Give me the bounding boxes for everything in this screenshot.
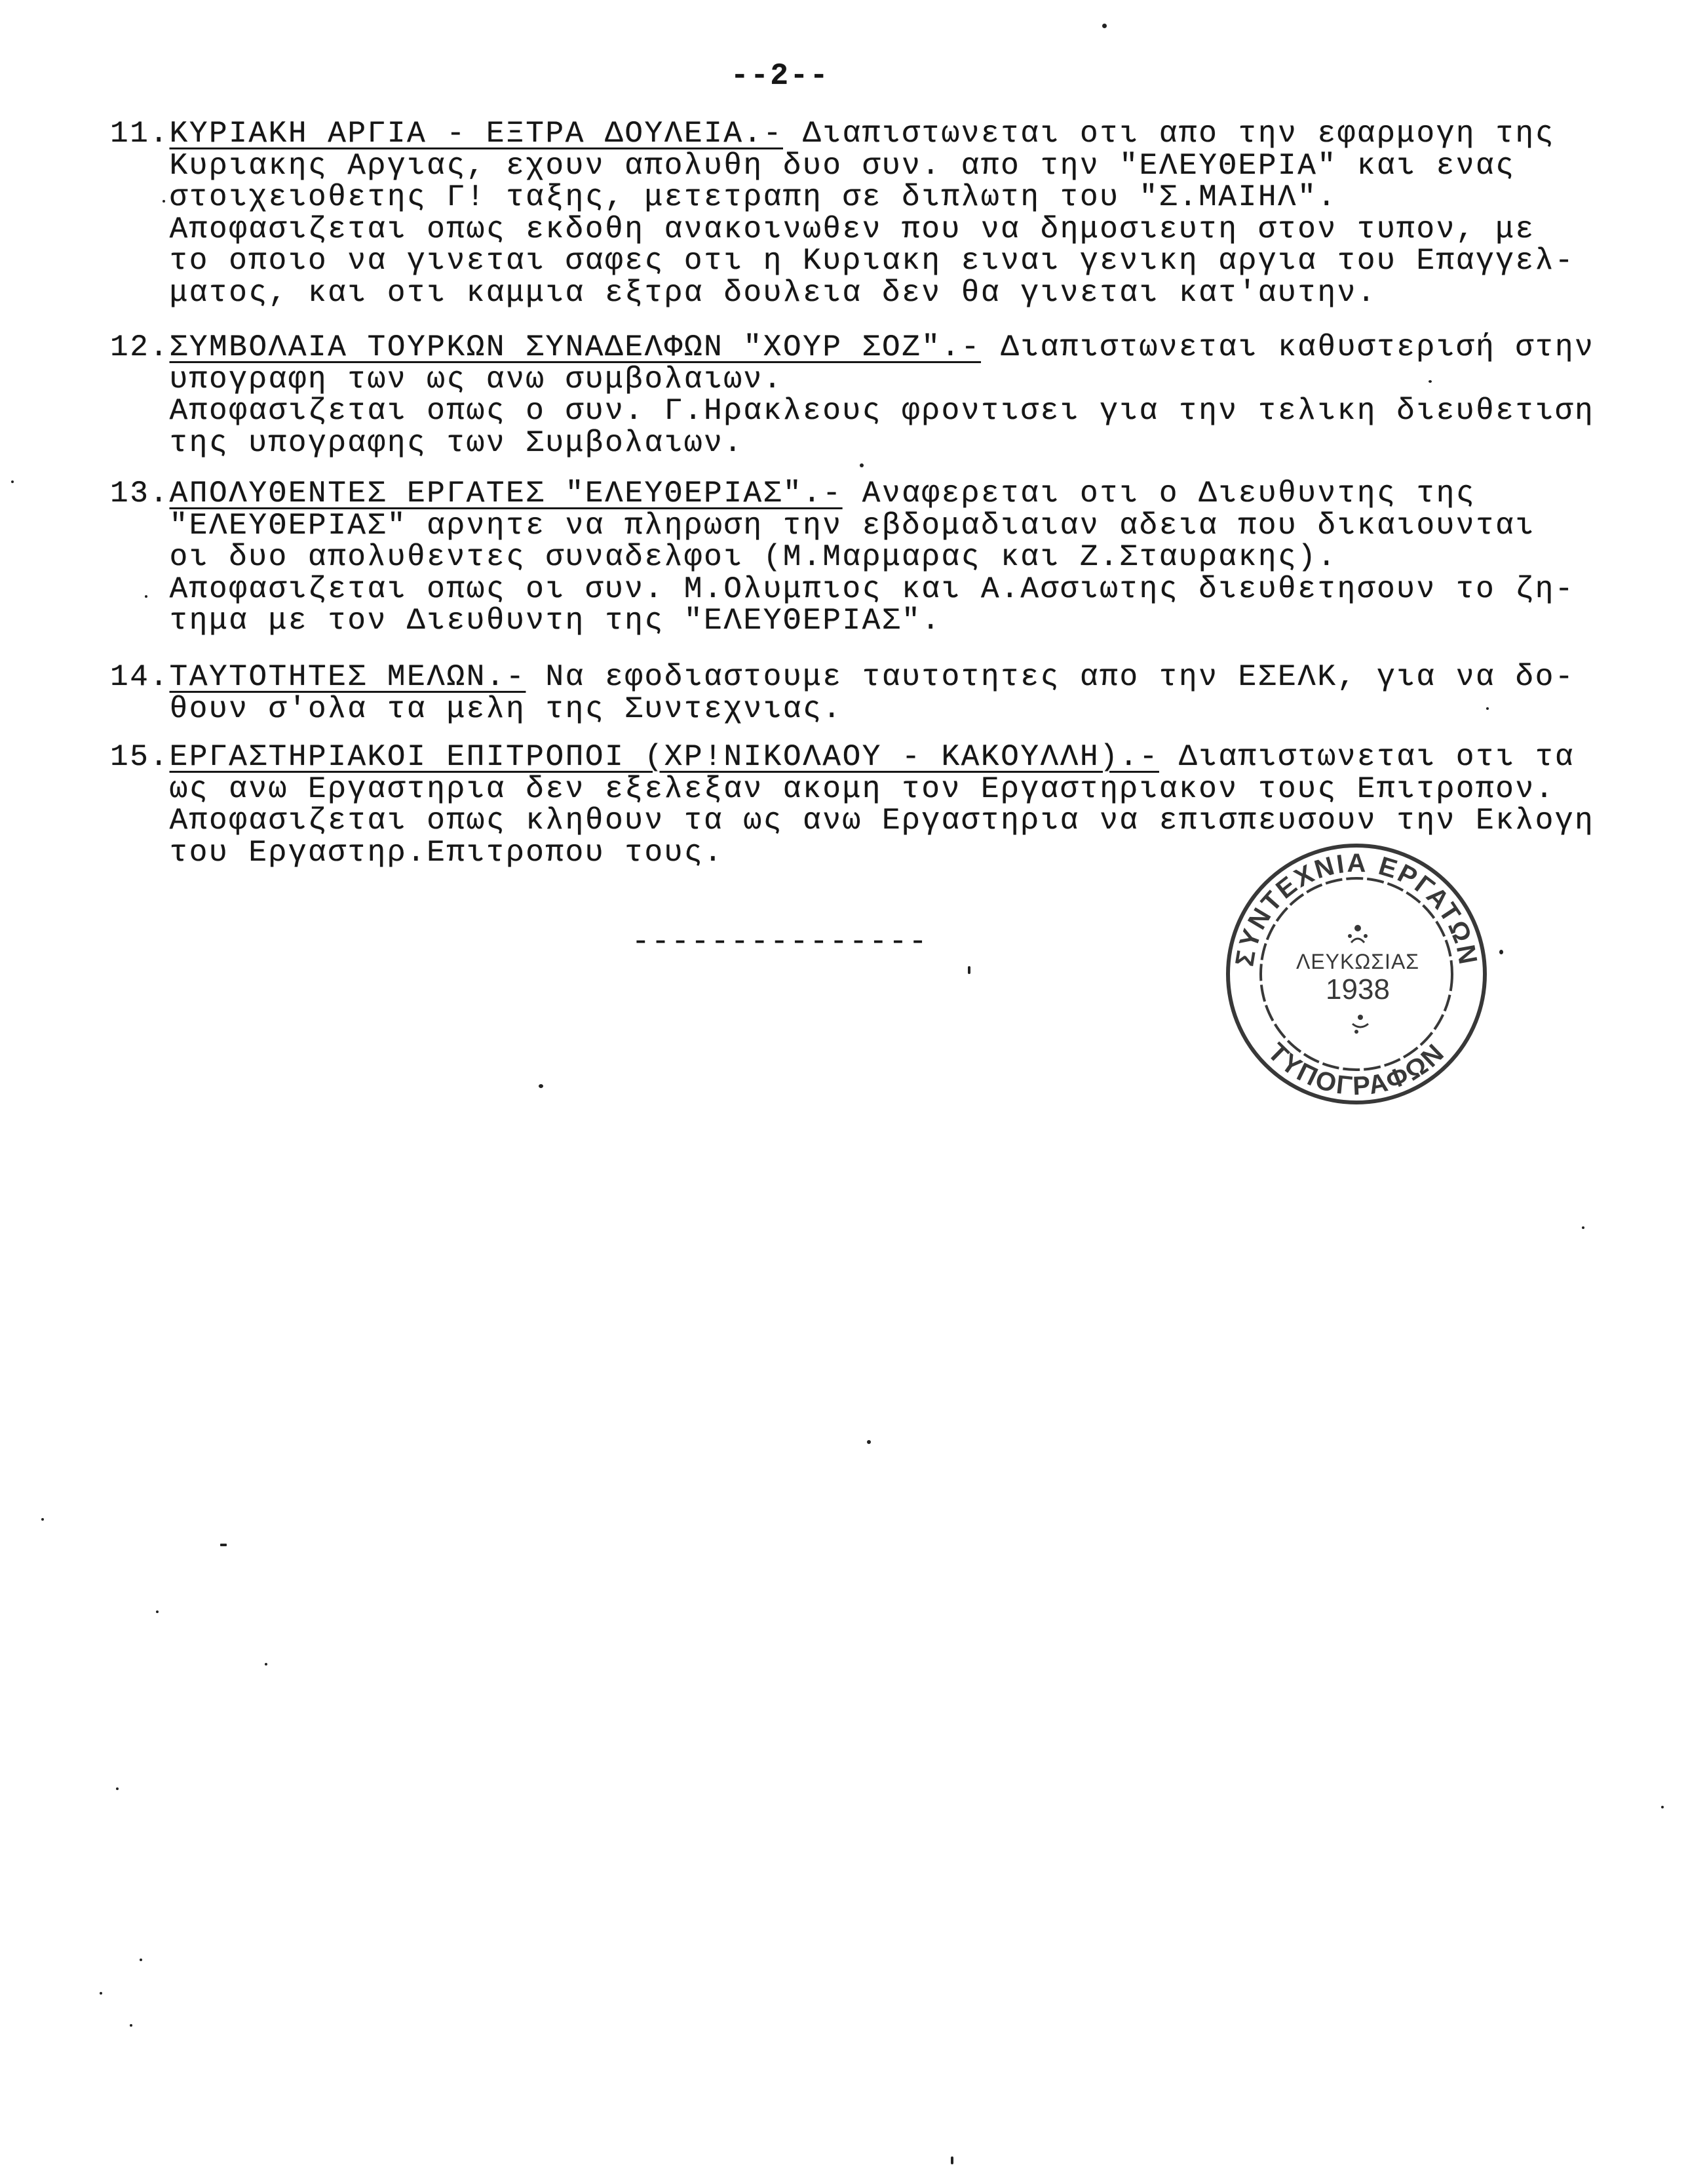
item-first-line [110,741,1594,773]
scan-speck [1102,24,1107,28]
item-text-line: Αποφασιζεται οπως κληθουν τα ως ανω Εργαστηρια να επισπευσουν την Εκλογη [169,804,1595,838]
scan-speck [140,1959,142,1961]
item-number: 13. [110,477,170,511]
item-text-line: "ΕΛΕΥΘΕΡΙΑΣ" αρνητε να πληρωση την εβδομαδιαιαν αδεια που δικαιουνται [169,508,1535,543]
scan-speck [11,480,14,483]
item-heading: ΑΠΟΛΥΘΕΝΤΕΣ ΕΡΓΑΤΕΣ "ΕΛΕΥΘΕΡΙΑΣ".- [169,477,843,511]
scan-speck [867,1440,871,1444]
scan-speck [860,463,864,467]
scan-speck [41,1518,44,1521]
scan-speck [130,2024,132,2027]
item-heading: ΤΑΥΤΟΤΗΤΕΣ ΜΕΛΩΝ.- [169,660,526,694]
scan-speck [1429,380,1432,383]
seal-bottom-ornament-icon [1352,1015,1368,1034]
item-text-line: το οποιο να γινεται σαφες οτι η Κυριακη ειναι γενικη αργια του Επαγγελ- [169,244,1575,278]
item-12 [110,332,1594,459]
item-number: 11. [110,117,170,151]
item-text: Διαπιστωνεται οτι απο την εφαρμογη της [782,117,1555,151]
item-13 [110,478,1575,637]
item-text: Να εφοδιαστουμε ταυτοτητες απο την ΕΣΕΛΚ, για να δο- [526,660,1575,694]
item-text: Διαπιστωνεται καθυστερισή στην [981,330,1595,364]
item-text-line: Αποφασιζεται οπως οι συν. Μ.Ολυμπιος και Α.Ασσιωτης διευθετησουν το ζη- [169,572,1575,606]
item-text-line: τημα με τον Διευθυντη της "ΕΛΕΥΘΕΡΙΑΣ". [169,604,942,638]
scan-speck [156,1610,159,1613]
seal-year: 1938 [1326,973,1390,1005]
item-first-line [110,332,1594,364]
scan-speck [951,2156,953,2164]
item-text-line: Αποφασιζεται οπως ο συν. Γ.Ηρακλεους φροντισει για την τελικη διευθετιση [169,394,1595,428]
item-text-line: Αποφασιζεται οπως εκδοθη ανακοινωθεν που να δημοσιευτη στον τυπον, με [169,212,1535,246]
item-first-line [110,118,1575,150]
scan-speck [145,595,147,598]
item-text: Αναφερεται οτι ο Διευθυντης της [842,477,1476,511]
separator-line: --------------- [632,925,929,959]
scan-speck [163,200,165,203]
seal-bottom-text: ΤΥΠΟΓΡΑΦΩΝ [1262,1037,1451,1101]
item-text-line: ως ανω Εργαστηρια δεν εξελεξαν ακομη τον Εργαστηριακον τους Επιτροπον. [169,771,1555,806]
scan-speck [1661,1806,1664,1808]
item-number: 14. [110,660,170,694]
scan-speck [220,1544,227,1546]
item-number: 15. [110,740,170,774]
item-first-line [110,661,1575,693]
item-text-line: οι δυο απολυθεντες συναδελφοι (Μ.Μαρμαρας και Ζ.Σταυρακης). [169,540,1337,574]
item-text-line: της υπογραφης των Συμβολαιων. [169,425,744,460]
item-number: 12. [110,330,170,364]
item-heading: ΣΥΜΒΟΛΑΙΑ ΤΟΥΡΚΩΝ ΣΥΝΑΔΕΛΦΩΝ "ΧΟΥΡ ΣΟΖ".- [169,330,982,364]
scan-speck [116,1787,119,1790]
scan-speck [539,1084,543,1088]
item-text-line: θουν σ'ολα τα μελη της Συντεχνιας. [169,692,843,726]
item-heading: ΕΡΓΑΣΤΗΡΙΑΚΟΙ ΕΠΙΤΡΟΠΟΙ (ΧΡ!ΝΙΚΟΛΑΟΥ - ΚΑΚΟΥΛΛΗ).- [169,740,1159,774]
scan-speck [1499,950,1503,954]
item-11 [110,118,1575,309]
union-seal-stamp [1212,830,1501,1118]
scan-speck [265,1663,267,1666]
item-text-line: του Εργαστηρ.Επιτροπου τους. [169,835,724,870]
item-14 [110,661,1575,725]
scan-speck [968,966,970,974]
item-text-line: Κυριακης Αργιας, εχουν απολυθη δυο συν. απο την "ΕΛΕΥΘΕΡΙΑ" και ενας [169,148,1516,183]
seal-top-ornament-icon [1348,925,1368,943]
item-heading: ΚΥΡΙΑΚΗ ΑΡΓΙΑ - ΕΞΤΡΑ ΔΟΥΛΕΙΑ.- [169,117,783,151]
scan-speck [1486,707,1489,710]
seal-top-text: ΣΥΝΤΕΧΝΙΑ ΕΡΓΑΤΩΝ [1230,848,1483,969]
item-first-line [110,478,1575,510]
page-number: --2-- [731,59,830,93]
seal-center-text: ΛΕΥΚΩΣΙΑΣ [1295,950,1420,973]
item-text-line: υπογραφη των ως ανω συμβολαιων. [169,362,783,397]
scan-speck [100,1992,102,1995]
item-text-line: ματος, και οτι καμμια εξτρα δουλεια δεν θα γινεται κατ'αυτην. [169,275,1377,310]
item-text: Διαπιστωνεται οτι τα [1159,740,1575,774]
scan-speck [1582,1226,1584,1229]
item-text-line: στοιχειοθετης Γ! ταξης, μετετραπη σε διπλωτη του "Σ.ΜΑΙΗΛ". [169,180,1337,214]
